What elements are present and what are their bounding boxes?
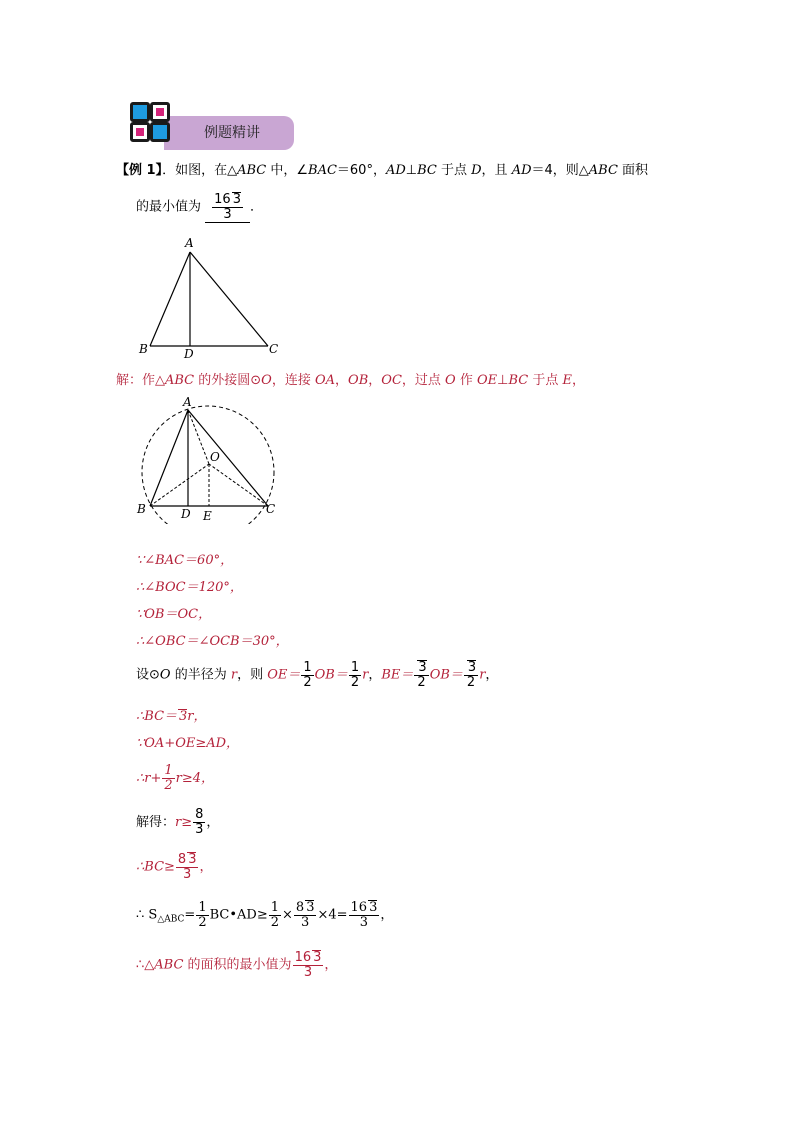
label-e: E [203,509,212,523]
step-11: ∴ $S_{\triangle ABC}=$ $\frac{1}{2}$ BC•AD≥ $\frac{1}{2}$ × $\frac{8 3}{3}$ ×4= $\frac{16 3}{3}$ ， [136,899,394,930]
step-4: ∴∠OBC＝∠OCB＝30°， [136,634,289,649]
step-6: ∴BC＝ 3r， [136,709,207,724]
icon-square-1 [130,102,150,122]
figure-circumcircle [130,394,290,524]
solution-intro: 解：作△ABC 的外接圆⊙O，连接 OA，OB，OC，过点 O 作 OE⊥BC 于点 E， [116,373,585,388]
label-b: B [137,502,146,516]
step-1: ∵∠BAC＝60°， [136,553,234,568]
label-b: B [139,342,148,356]
section-banner [126,98,298,152]
label-o: O [210,450,220,464]
step-7: ∵OA+OE≥AD， [136,736,240,751]
step-2: ∴∠BOC＝120°， [136,580,243,595]
label-a: A [185,236,194,250]
step-3: ∵OB＝OC， [136,607,212,622]
problem-line-1: 【例 1】．如图，在△ABC 中，∠BAC＝60°，AD⊥BC 于点 D，且 AD＝4，则△ABC 面积 [116,163,649,178]
icon-square-4 [150,122,170,142]
label-a: A [183,395,192,409]
label-d: D [184,347,194,361]
step-9: 解得：r≥ $\frac{8}{3}$ ， [136,807,220,837]
step-5: 设⊙O 的半径为 r，则 OE＝ $\frac{1}{2}$ OB＝ $\frac{1}{2}$ r，BE＝ $\frac{3}{2}$ OB＝ $\frac{3}{2}$ r， [136,659,499,690]
step-8: ∴r+ $\frac{1}{2}$ r≥4， [136,763,215,793]
problem-line-2: 的最小值为 $\frac{16 3}{3}$ ． [136,192,263,222]
label-c: C [269,342,279,356]
icon-square-3 [130,122,150,142]
step-10: ∴BC≥ $\frac{8 3}{3}$ ， [136,852,213,882]
icon-square-2 [150,102,170,122]
problem-tag: 【例 1】 [116,163,163,178]
step-12: ∴△ABC 的面积的最小值为 $\frac{16 3}{3}$ ， [136,950,338,980]
figure-triangle [130,232,290,362]
answer-blank: $\frac{16 3}{3}$ [205,192,250,223]
label-d: D [181,507,191,521]
banner-title: 例题精讲 [204,125,260,141]
label-c: C [266,502,276,516]
